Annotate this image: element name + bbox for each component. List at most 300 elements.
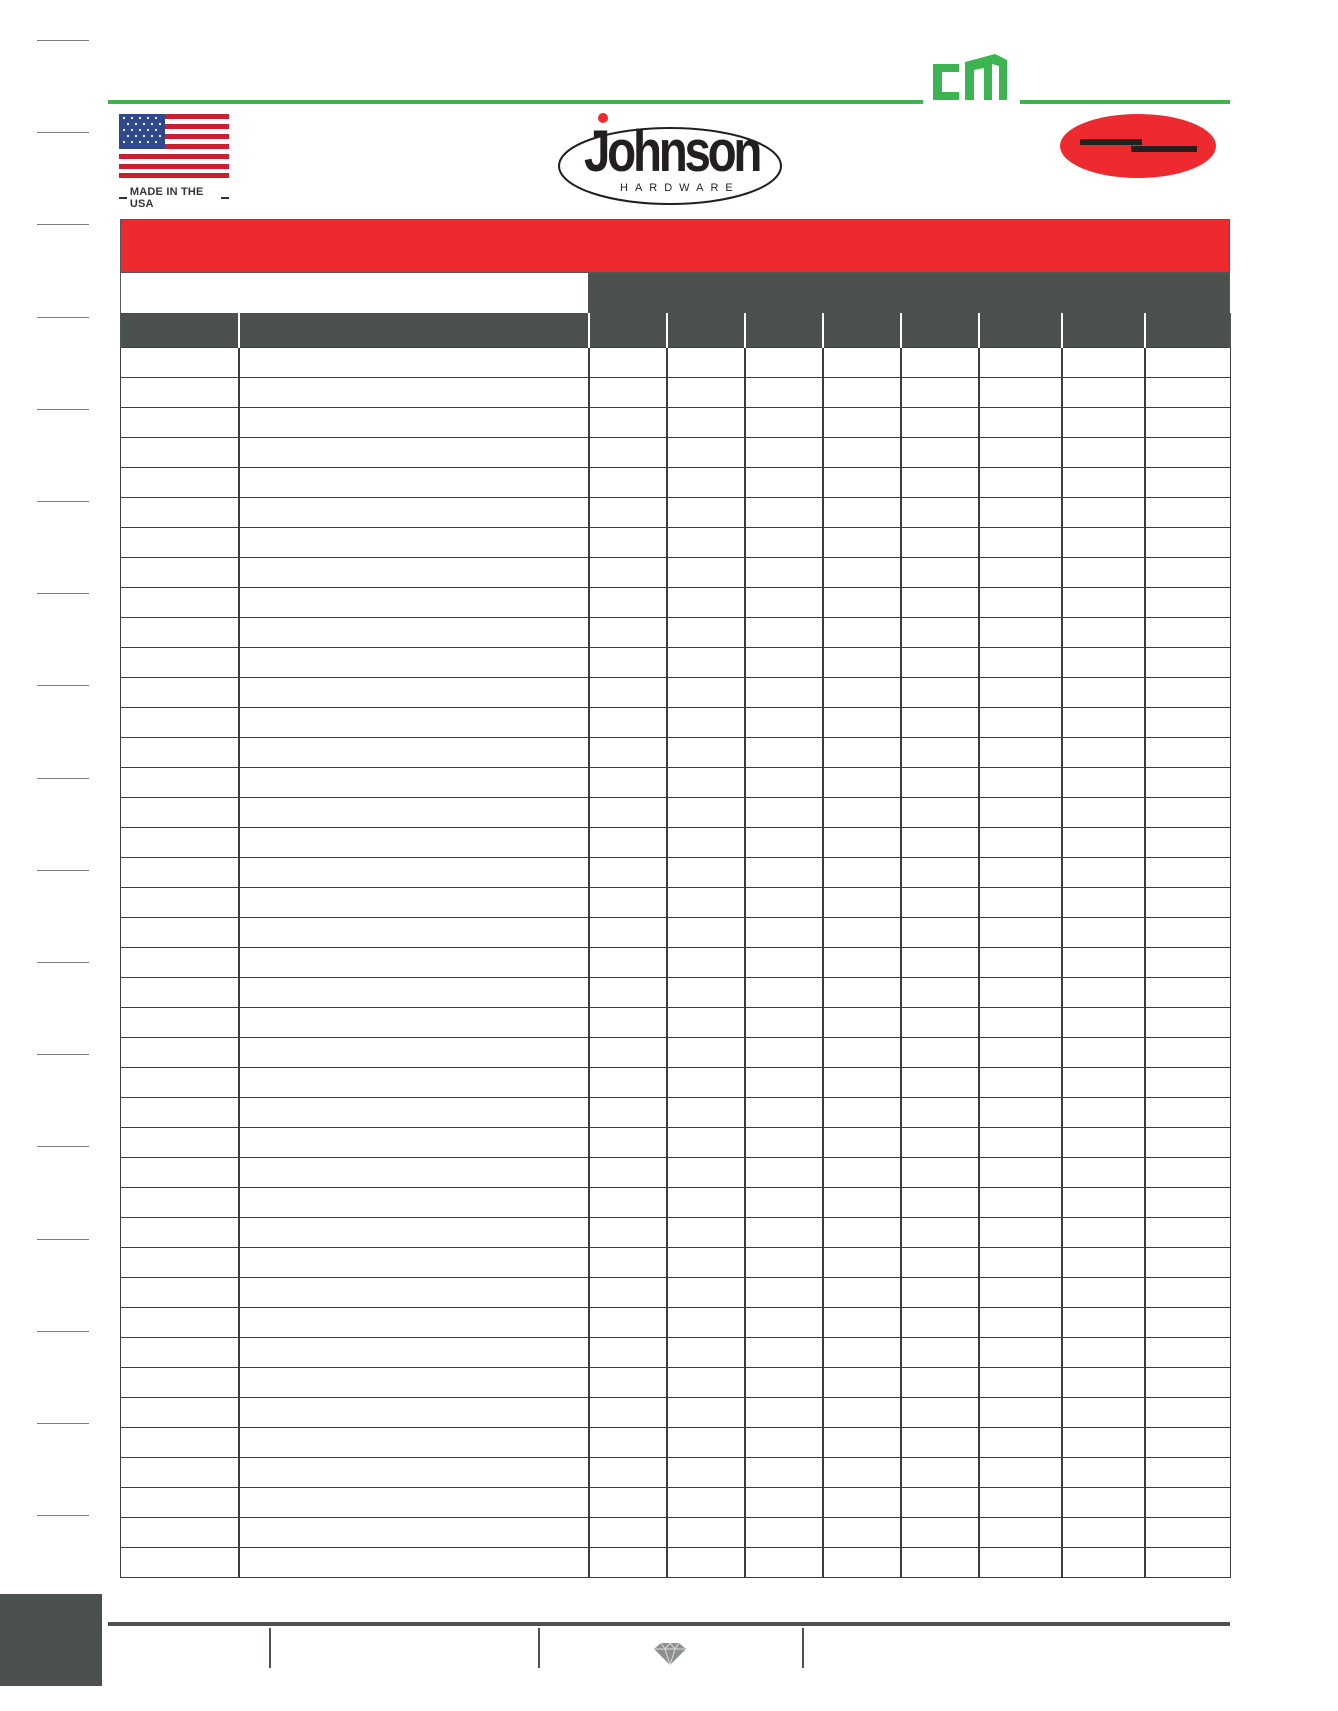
- table-cell: [979, 618, 1062, 648]
- table-cell: [1062, 438, 1145, 468]
- table-cell: [589, 918, 667, 948]
- table-cell: [823, 1158, 901, 1188]
- table-cell: [823, 438, 901, 468]
- table-cell: [1062, 1308, 1145, 1338]
- table-row: [121, 408, 1231, 438]
- table-cell: [1062, 1128, 1145, 1158]
- table-cell: [589, 738, 667, 768]
- table-cell: [121, 648, 239, 678]
- table-cell: [745, 648, 823, 678]
- table-cell: [979, 648, 1062, 678]
- table-cell: [979, 1098, 1062, 1128]
- table-cell: [239, 1458, 589, 1488]
- table-cell: [1145, 1128, 1231, 1158]
- table-cell: [745, 678, 823, 708]
- us-flag-icon: [119, 114, 229, 178]
- table-cell: [589, 948, 667, 978]
- table-row: [121, 588, 1231, 618]
- table-cell: [1145, 1068, 1231, 1098]
- table-cell: [589, 678, 667, 708]
- table-row: [121, 1188, 1231, 1218]
- table-cell: [589, 1278, 667, 1308]
- margin-tick: [37, 1515, 89, 1516]
- table-cell: [589, 1458, 667, 1488]
- table-cell: [1145, 948, 1231, 978]
- table-cell: [979, 1368, 1062, 1398]
- table-cell: [121, 1458, 239, 1488]
- table-row: [121, 1128, 1231, 1158]
- table-cell: [667, 1458, 745, 1488]
- margin-tick: [37, 132, 89, 133]
- table-row: [121, 1068, 1231, 1098]
- table-cell: [121, 1188, 239, 1218]
- table-cell: [745, 1128, 823, 1158]
- table-cell: [667, 468, 745, 498]
- column-header: [1062, 313, 1145, 348]
- table-row: [121, 828, 1231, 858]
- column-header: [823, 313, 901, 348]
- table-cell: [667, 948, 745, 978]
- table-cell: [901, 1458, 979, 1488]
- table-cell: [823, 1308, 901, 1338]
- table-cell: [121, 948, 239, 978]
- table-row: [121, 1248, 1231, 1278]
- table-cell: [901, 1188, 979, 1218]
- table-cell: [1062, 978, 1145, 1008]
- margin-tick: [37, 40, 89, 41]
- table-cell: [901, 1248, 979, 1278]
- subheader-left: [120, 273, 588, 313]
- table-cell: [121, 378, 239, 408]
- table-cell: [589, 618, 667, 648]
- table-cell: [745, 1428, 823, 1458]
- table-cell: [1062, 1338, 1145, 1368]
- table-cell: [823, 858, 901, 888]
- table-cell: [1062, 408, 1145, 438]
- table-cell: [1062, 828, 1145, 858]
- made-in-usa-badge: [119, 114, 229, 210]
- table-cell: [239, 1068, 589, 1098]
- table-cell: [745, 918, 823, 948]
- table-cell: [589, 1308, 667, 1338]
- table-cell: [901, 348, 979, 378]
- table-cell: [239, 1038, 589, 1068]
- table-cell: [1062, 1038, 1145, 1068]
- table-cell: [1145, 828, 1231, 858]
- header-rule-right: [1020, 100, 1230, 104]
- table-row: [121, 1518, 1231, 1548]
- table-cell: [1062, 1398, 1145, 1428]
- table-cell: [901, 1068, 979, 1098]
- table-cell: [667, 528, 745, 558]
- table-cell: [901, 1488, 979, 1518]
- table-cell: [239, 828, 589, 858]
- table-cell: [901, 1218, 979, 1248]
- column-header: [1145, 313, 1231, 348]
- table-cell: [1062, 498, 1145, 528]
- table-cell: [1145, 438, 1231, 468]
- table-cell: [901, 1368, 979, 1398]
- table-cell: [745, 408, 823, 438]
- table-cell: [823, 1338, 901, 1368]
- table-row: [121, 948, 1231, 978]
- table-cell: [823, 1518, 901, 1548]
- table-cell: [979, 1068, 1062, 1098]
- table-cell: [121, 918, 239, 948]
- table-cell: [667, 1038, 745, 1068]
- table-cell: [1062, 1428, 1145, 1458]
- table-cell: [667, 828, 745, 858]
- table-cell: [745, 588, 823, 618]
- table-cell: [1062, 1098, 1145, 1128]
- table-cell: [745, 948, 823, 978]
- table-cell: [823, 978, 901, 1008]
- table-cell: [979, 798, 1062, 828]
- margin-tick: [37, 317, 89, 318]
- table-cell: [1145, 1158, 1231, 1188]
- margin-tick: [37, 409, 89, 410]
- table-cell: [1145, 1218, 1231, 1248]
- table-cell: [901, 678, 979, 708]
- table-cell: [901, 618, 979, 648]
- table-row: [121, 1368, 1231, 1398]
- table-row: [121, 528, 1231, 558]
- table-cell: [589, 1008, 667, 1038]
- table-cell: [901, 798, 979, 828]
- table-cell: [1062, 798, 1145, 828]
- table-cell: [667, 1308, 745, 1338]
- table-cell: [667, 1068, 745, 1098]
- table-cell: [745, 468, 823, 498]
- table-cell: [1062, 648, 1145, 678]
- table-cell: [239, 738, 589, 768]
- table-cell: [745, 1218, 823, 1248]
- table-cell: [745, 768, 823, 798]
- table-cell: [121, 1488, 239, 1518]
- table-cell: [1062, 1218, 1145, 1248]
- margin-tick: [37, 1331, 89, 1332]
- table-cell: [979, 1248, 1062, 1278]
- table-cell: [239, 348, 589, 378]
- table-cell: [667, 768, 745, 798]
- table-row: [121, 1038, 1231, 1068]
- table-cell: [239, 1218, 589, 1248]
- table-cell: [121, 1158, 239, 1188]
- table-cell: [1062, 378, 1145, 408]
- table-cell: [239, 618, 589, 648]
- table-cell: [589, 1518, 667, 1548]
- table-row: [121, 1278, 1231, 1308]
- table-cell: [121, 1398, 239, 1428]
- table-cell: [1145, 1188, 1231, 1218]
- table-cell: [745, 348, 823, 378]
- table-row: [121, 708, 1231, 738]
- table-cell: [1145, 648, 1231, 678]
- table-cell: [1062, 1248, 1145, 1278]
- table-cell: [979, 768, 1062, 798]
- table-cell: [1145, 1338, 1231, 1368]
- table-cell: [1145, 588, 1231, 618]
- table-cell: [667, 1158, 745, 1188]
- table-row: [121, 498, 1231, 528]
- table-cell: [239, 708, 589, 738]
- table-cell: [745, 1278, 823, 1308]
- table-cell: [745, 858, 823, 888]
- table-cell: [901, 1038, 979, 1068]
- table-cell: [1062, 1518, 1145, 1548]
- table-row: [121, 618, 1231, 648]
- table-cell: [979, 1458, 1062, 1488]
- table-cell: [121, 1218, 239, 1248]
- brand-name: Johnson: [584, 119, 760, 184]
- table-cell: [667, 708, 745, 738]
- table-cell: [979, 1158, 1062, 1188]
- table-cell: [901, 978, 979, 1008]
- table-cell: [823, 1398, 901, 1428]
- table-cell: [901, 648, 979, 678]
- table-cell: [745, 1068, 823, 1098]
- table-cell: [589, 1488, 667, 1518]
- table-cell: [901, 1308, 979, 1338]
- table-cell: [121, 408, 239, 438]
- table-cell: [667, 1518, 745, 1548]
- footer-divider-3: [802, 1628, 804, 1668]
- table-cell: [745, 1338, 823, 1368]
- table-row: [121, 918, 1231, 948]
- table-cell: [901, 1158, 979, 1188]
- footer-divider-1: [269, 1628, 271, 1668]
- table-cell: [745, 1248, 823, 1278]
- table-cell: [1145, 738, 1231, 768]
- table-cell: [239, 498, 589, 528]
- table-cell: [667, 558, 745, 588]
- table-cell: [239, 1008, 589, 1038]
- table-cell: [901, 1098, 979, 1128]
- table-cell: [979, 1488, 1062, 1518]
- table-cell: [121, 1428, 239, 1458]
- table-cell: [745, 378, 823, 408]
- table-cell: [239, 1518, 589, 1548]
- table-cell: [1062, 768, 1145, 798]
- table-cell: [745, 1038, 823, 1068]
- table-cell: [589, 1248, 667, 1278]
- table-cell: [1145, 798, 1231, 828]
- table-cell: [239, 978, 589, 1008]
- table-cell: [901, 708, 979, 738]
- table-cell: [979, 978, 1062, 1008]
- table-cell: [979, 468, 1062, 498]
- table-cell: [1062, 918, 1145, 948]
- table-cell: [121, 1008, 239, 1038]
- table-cell: [1145, 1248, 1231, 1278]
- table-cell: [239, 1338, 589, 1368]
- table-cell: [1062, 1008, 1145, 1038]
- table-cell: [745, 978, 823, 1008]
- table-cell: [745, 1098, 823, 1128]
- table-cell: [667, 648, 745, 678]
- table-cell: [745, 618, 823, 648]
- table-row: [121, 978, 1231, 1008]
- table-cell: [1145, 348, 1231, 378]
- table-cell: [823, 528, 901, 558]
- table-cell: [121, 498, 239, 528]
- table-cell: [239, 558, 589, 588]
- table-cell: [1145, 528, 1231, 558]
- table-cell: [823, 948, 901, 978]
- table-cell: [121, 708, 239, 738]
- table-cell: [823, 798, 901, 828]
- margin-tick: [37, 1423, 89, 1424]
- table-cell: [121, 888, 239, 918]
- table-cell: [901, 858, 979, 888]
- table-cell: [121, 438, 239, 468]
- table-cell: [979, 1548, 1062, 1578]
- table-row: [121, 438, 1231, 468]
- table-cell: [823, 408, 901, 438]
- table-cell: [823, 1008, 901, 1038]
- table-cell: [1062, 1368, 1145, 1398]
- table-cell: [823, 708, 901, 738]
- column-header: [901, 313, 979, 348]
- made-in-usa-label: MADE IN THE USA: [129, 186, 204, 210]
- table-row: [121, 1338, 1231, 1368]
- table-cell: [901, 1398, 979, 1428]
- margin-tick: [37, 1146, 89, 1147]
- table-cell: [979, 1518, 1062, 1548]
- diamond-icon: [652, 1642, 688, 1666]
- title-band: [120, 219, 1230, 273]
- table-cell: [901, 1548, 979, 1578]
- table-cell: [589, 1038, 667, 1068]
- table-row: [121, 468, 1231, 498]
- table-cell: [1062, 1278, 1145, 1308]
- table-cell: [121, 1548, 239, 1578]
- table-cell: [979, 528, 1062, 558]
- table-cell: [667, 1098, 745, 1128]
- table-cell: [979, 1428, 1062, 1458]
- table-cell: [823, 1458, 901, 1488]
- table-cell: [1145, 1488, 1231, 1518]
- table-row: [121, 1308, 1231, 1338]
- table-cell: [979, 738, 1062, 768]
- table-cell: [745, 1548, 823, 1578]
- table-cell: [823, 1128, 901, 1158]
- margin-tick: [37, 1054, 89, 1055]
- table-cell: [1062, 1458, 1145, 1488]
- table-cell: [589, 648, 667, 678]
- table-row: [121, 1458, 1231, 1488]
- table-cell: [589, 438, 667, 468]
- table-cell: [589, 378, 667, 408]
- table-cell: [1145, 1008, 1231, 1038]
- table-cell: [745, 558, 823, 588]
- table-row: [121, 678, 1231, 708]
- table-cell: [979, 1338, 1062, 1368]
- table-row: [121, 1008, 1231, 1038]
- table-cell: [667, 1188, 745, 1218]
- subheader-right: [588, 273, 1230, 313]
- table-cell: [121, 1098, 239, 1128]
- table-cell: [589, 348, 667, 378]
- margin-tick: [37, 685, 89, 686]
- table-cell: [901, 558, 979, 588]
- margin-tick: [37, 962, 89, 963]
- table-cell: [667, 978, 745, 1008]
- table-cell: [823, 1248, 901, 1278]
- table-cell: [589, 1338, 667, 1368]
- table-cell: [979, 408, 1062, 438]
- table-cell: [667, 378, 745, 408]
- table-cell: [823, 1548, 901, 1578]
- table-cell: [121, 558, 239, 588]
- table-cell: [121, 738, 239, 768]
- table-cell: [1062, 348, 1145, 378]
- table-cell: [667, 588, 745, 618]
- table-cell: [589, 498, 667, 528]
- table-cell: [239, 1188, 589, 1218]
- table-cell: [1145, 498, 1231, 528]
- table-cell: [901, 1128, 979, 1158]
- table-cell: [823, 1038, 901, 1068]
- table-cell: [823, 1278, 901, 1308]
- table-cell: [745, 528, 823, 558]
- table-cell: [589, 828, 667, 858]
- table-cell: [1145, 558, 1231, 588]
- table-cell: [979, 858, 1062, 888]
- table-cell: [823, 768, 901, 798]
- table-cell: [239, 1548, 589, 1578]
- table-cell: [667, 858, 745, 888]
- table-cell: [979, 1038, 1062, 1068]
- table-cell: [667, 438, 745, 468]
- table-cell: [667, 1398, 745, 1428]
- table-cell: [239, 1158, 589, 1188]
- table-cell: [901, 408, 979, 438]
- red-oval-badge-icon: [1059, 113, 1217, 179]
- table-cell: [979, 378, 1062, 408]
- table-cell: [979, 1188, 1062, 1218]
- table-cell: [745, 1518, 823, 1548]
- table-cell: [1062, 468, 1145, 498]
- table-cell: [667, 738, 745, 768]
- table-cell: [901, 468, 979, 498]
- table-cell: [1145, 978, 1231, 1008]
- table-cell: [121, 618, 239, 648]
- table-cell: [667, 348, 745, 378]
- table-cell: [239, 798, 589, 828]
- table-cell: [979, 1398, 1062, 1428]
- table-cell: [1145, 1308, 1231, 1338]
- table-cell: [121, 768, 239, 798]
- cm-logo-icon: [929, 50, 1013, 106]
- table-cell: [901, 378, 979, 408]
- table-cell: [745, 828, 823, 858]
- table-cell: [1145, 1098, 1231, 1128]
- table-row: [121, 858, 1231, 888]
- table-cell: [823, 558, 901, 588]
- column-header: [979, 313, 1062, 348]
- table-cell: [121, 1368, 239, 1398]
- table-cell: [1145, 1368, 1231, 1398]
- table-cell: [1145, 1518, 1231, 1548]
- table-cell: [121, 1338, 239, 1368]
- table-cell: [1145, 1278, 1231, 1308]
- table-cell: [979, 558, 1062, 588]
- table-cell: [667, 1428, 745, 1458]
- table-cell: [823, 828, 901, 858]
- table-cell: [745, 1458, 823, 1488]
- table-cell: [823, 1098, 901, 1128]
